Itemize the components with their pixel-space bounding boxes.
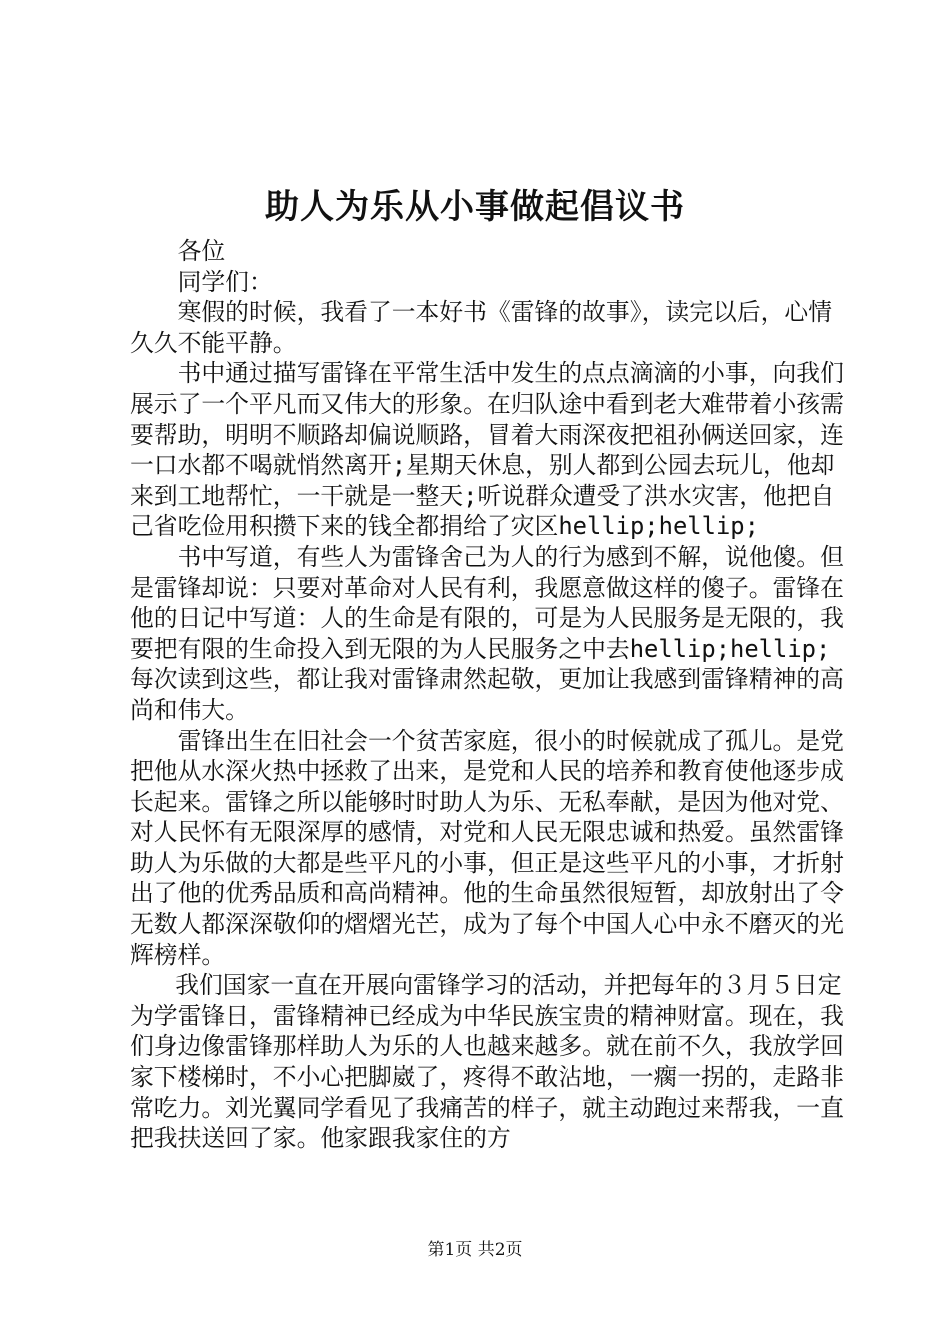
page-number-footer: 第1页 共2页 bbox=[427, 1240, 523, 1260]
paragraph-1: 寒假的时候，我看了一本好书《雷锋的故事》，读完以后，心情久久不能平静。 bbox=[130, 298, 833, 357]
paragraph-5: 我们国家一直在开展向雷锋学习的活动，并把每年的３月５日定为学雷锋日，雷锋精神已经成为中华民族宝贵的精神财富。现在，我们身边像雷锋那样助人为乐的人也越来越多。就在前不久，我放学回家下楼梯时，不小心把脚崴了，疼得不敢沾地，一瘸一拐的，走路非常吃力。刘光翼同学看见了我痛苦的样子，就主动跑过来帮我，一直把我扶送回了家。他家跟我家住的方 bbox=[130, 971, 844, 1153]
document-title: 助人为乐从小事做起倡议书 bbox=[265, 187, 685, 227]
salutation-line-1: 各位 bbox=[177, 237, 226, 265]
document-body bbox=[130, 236, 850, 1154]
paragraph-4: 雷锋出生在旧社会一个贫苦家庭，很小的时候就成了孤儿。是党把他从水深火热中拯救了出来，是党和人民的培养和教育使他逐步成长起来。雷锋之所以能够时时助人为乐、无私奉献，是因为他对党、对人民怀有无限深厚的感情，对党和人民无限忠诚和热爱。虽然雷锋助人为乐做的大都是些平凡的小事，但正是这些平凡的小事，才折射出了他的优秀品质和高尚精神。他的生命虽然很短暂，却放射出了令无数人都深深敬仰的熠熠光芒，成为了每个中国人心中永不磨灭的光辉榜样。 bbox=[130, 726, 844, 969]
paragraph-3: 书中写道，有些人为雷锋舍己为人的行为感到不解，说他傻。但是雷锋却说：只要对革命对人民有利，我愿意做这样的傻子。雷锋在他的日记中写道：人的生命是有限的，可是为人民服务是无限的，我要把有限的生命投入到无限的为人民服务之中去hellip;hellip;每次读到这些，都让我对雷锋肃然起敬，更加让我感到雷锋精神的高尚和伟大。 bbox=[130, 542, 844, 724]
salutation-line-2: 同学们： bbox=[177, 267, 273, 296]
paragraph-2: 书中通过描写雷锋在平常生活中发生的点点滴滴的小事，向我们展示了一个平凡而又伟大的形象。在归队途中看到老大难带着小孩需要帮助，明明不顺路却偏说顺路，冒着大雨深夜把祖孙俩送回家，连一口水都不喝就悄然离开;星期天休息，别人都到公园去玩儿，他却来到工地帮忙，一干就是一整天;听说群众遭受了洪水灾害，他把自己省吃俭用积攒下来的钱全都捐给了灾区hellip;hellip; bbox=[130, 359, 844, 541]
